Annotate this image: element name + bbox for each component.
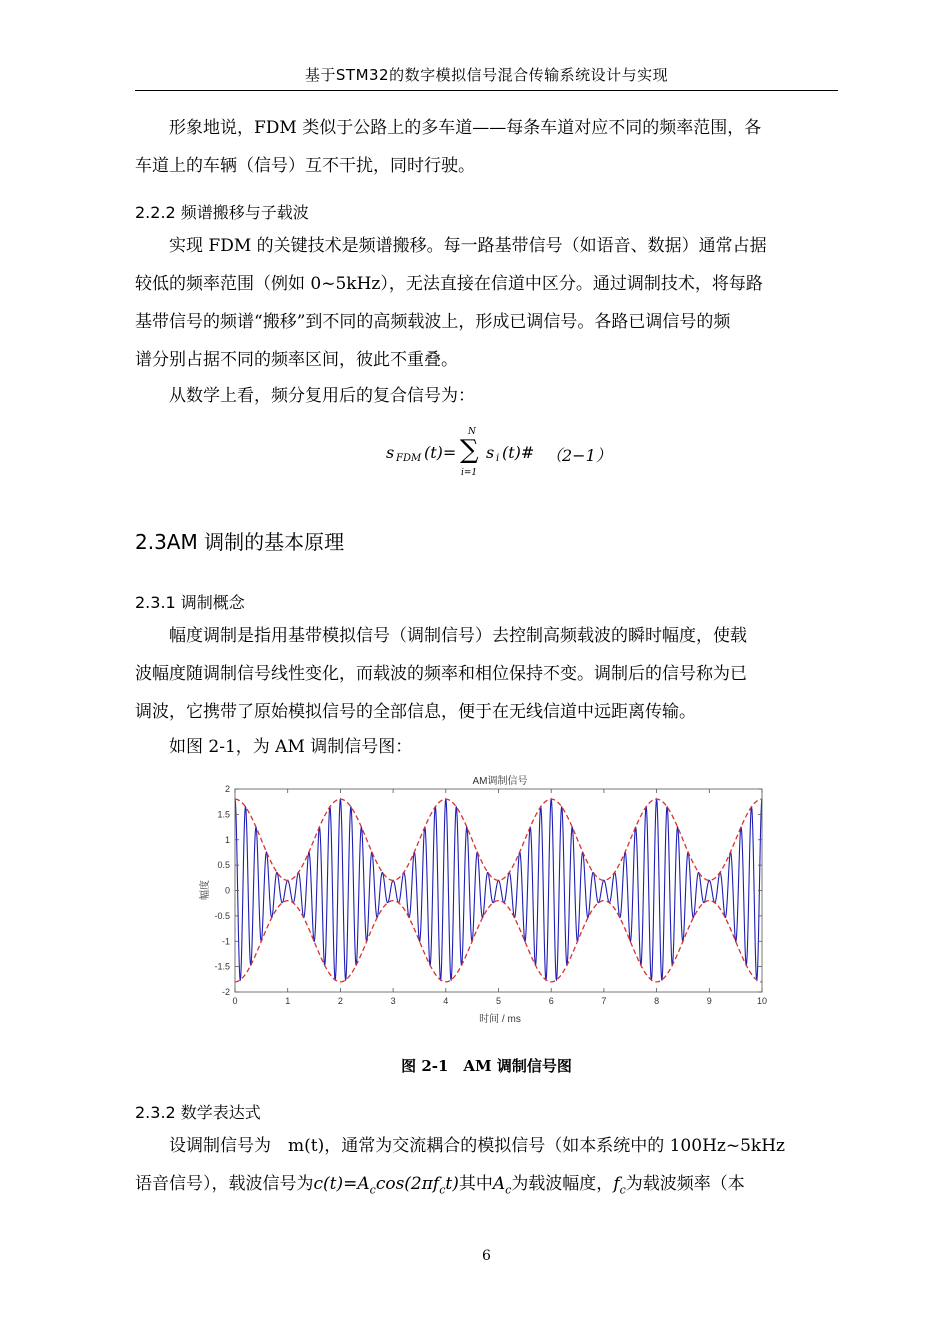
x-tick-label: 10 <box>756 996 768 1006</box>
equation-2-1 <box>386 425 646 485</box>
y-tick-label: 2 <box>224 784 230 794</box>
x-axis-label: 时间 / ms <box>479 1014 521 1025</box>
x-tick-label: 3 <box>390 996 396 1006</box>
amplitude-symbol: $A_c$ <box>492 1174 512 1197</box>
text-line: 从数学上看，频分复用后的复合信号为： <box>169 386 475 406</box>
page-number: 6 <box>482 1248 491 1264</box>
x-tick-label: 5 <box>495 996 502 1006</box>
figure-caption: 图 2-1 AM 调制信号图 <box>401 1057 572 1075</box>
paragraph-am-concept <box>135 617 838 731</box>
x-tick-label: 1 <box>285 996 291 1006</box>
y-tick-label: 0 <box>224 885 230 896</box>
y-tick-label: -2 <box>221 987 230 997</box>
x-tick-label: 7 <box>601 996 607 1006</box>
text-line: 较低的频率范围（例如 0~5kHz），无法直接在信道中区分。通过调制技术，将每路 <box>135 274 763 294</box>
y-tick-label: 0.5 <box>217 860 230 871</box>
running-header: 基于STM32的数字模拟信号混合传输系统设计与实现 <box>135 64 838 91</box>
equation-number: （2−1） <box>546 446 612 465</box>
y-tick-label: 1 <box>224 834 230 845</box>
section-heading-2-2-2: 2.2.2 频谱搬移与子载波 <box>135 203 309 222</box>
text-line: 幅度调制是指用基带模拟信号（调制信号）去控制高频载波的瞬时幅度，使载 <box>169 626 747 646</box>
x-tick-label: 8 <box>654 996 660 1006</box>
section-heading-2-3-1: 2.3.1 调制概念 <box>135 593 245 612</box>
text-line: 谱分别占据不同的频率区间，彼此不重叠。 <box>135 350 458 370</box>
x-tick-label: 9 <box>706 996 712 1006</box>
x-tick-label: 2 <box>337 996 343 1006</box>
text-line: 如图 2-1，为 AM 调制信号图： <box>169 737 413 757</box>
text-line: 基带信号的频谱“搬移”到不同的高频载波上，形成已调信号。各路已调信号的频 <box>135 312 731 332</box>
text-line: 波幅度随调制信号线性变化，而载波的频率和相位保持不变。调制后的信号称为已 <box>135 664 747 684</box>
frequency-symbol: $f_c$ <box>613 1174 626 1197</box>
text-line: 设调制信号为 m(t)，通常为交流耦合的模拟信号（如本系统中的 100Hz~5kHz <box>169 1136 785 1156</box>
paragraph-spectrum-shift <box>135 227 838 379</box>
text-fragment: 其中 <box>458 1174 493 1194</box>
paragraph-math-expression <box>135 1127 838 1209</box>
formula-rhs-arg: (t)# <box>502 443 535 462</box>
text-line: 车道上的车辆（信号）互不干扰，同时行驶。 <box>135 156 475 176</box>
chart-title: AM调制信号 <box>472 776 528 787</box>
y-axis-label: 幅度 <box>200 880 211 900</box>
y-tick-label: 1.5 <box>217 809 230 820</box>
paragraph-figure-intro <box>135 728 838 766</box>
formula-sum-lower: i=1 <box>461 468 478 478</box>
x-tick-label: 6 <box>548 996 554 1006</box>
x-tick-label: 0 <box>232 996 238 1006</box>
formula-lhs-subscript: FDM <box>396 453 422 464</box>
y-tick-label: -0.5 <box>214 910 230 921</box>
section-heading-2-3-2: 2.3.2 数学表达式 <box>135 1103 261 1122</box>
formula-rhs-s: s <box>486 443 495 462</box>
formula-lhs-s: s <box>386 443 395 462</box>
section-heading-2-3: 2.3AM 调制的基本原理 <box>135 530 345 554</box>
y-tick-label: -1 <box>221 936 230 947</box>
text-line: 调波，它携带了原始模拟信号的全部信息，便于在无线信道中远距离传输。 <box>135 702 696 722</box>
am-signal-chart <box>190 770 780 1030</box>
text-fragment: 为载波频率（本 <box>625 1174 745 1194</box>
text-line <box>135 1165 838 1209</box>
formula-rhs-subscript: i <box>496 453 500 464</box>
paragraph-math-intro <box>135 377 838 415</box>
formula-sum-upper: N <box>468 427 476 437</box>
paragraph-fdm-analogy <box>135 109 838 185</box>
text-fragment: 为载波幅度， <box>511 1174 614 1194</box>
text-line: 形象地说，FDM 类似于公路上的多车道——每条车道对应不同的频率范围，各 <box>169 118 762 138</box>
text-line: 实现 FDM 的关键技术是频谱搬移。每一路基带信号（如语音、数据）通常占据 <box>169 236 767 256</box>
y-tick-label: -1.5 <box>214 961 230 972</box>
text-fragment: 语音信号），载波信号为 <box>135 1174 314 1194</box>
carrier-formula: $c(t)=A_c\cos(2\pi f_ct)$ <box>313 1174 459 1197</box>
formula-lhs-arg: (t)= <box>424 443 457 462</box>
x-tick-label: 4 <box>443 996 449 1006</box>
sum-symbol: ∑ <box>460 435 479 465</box>
